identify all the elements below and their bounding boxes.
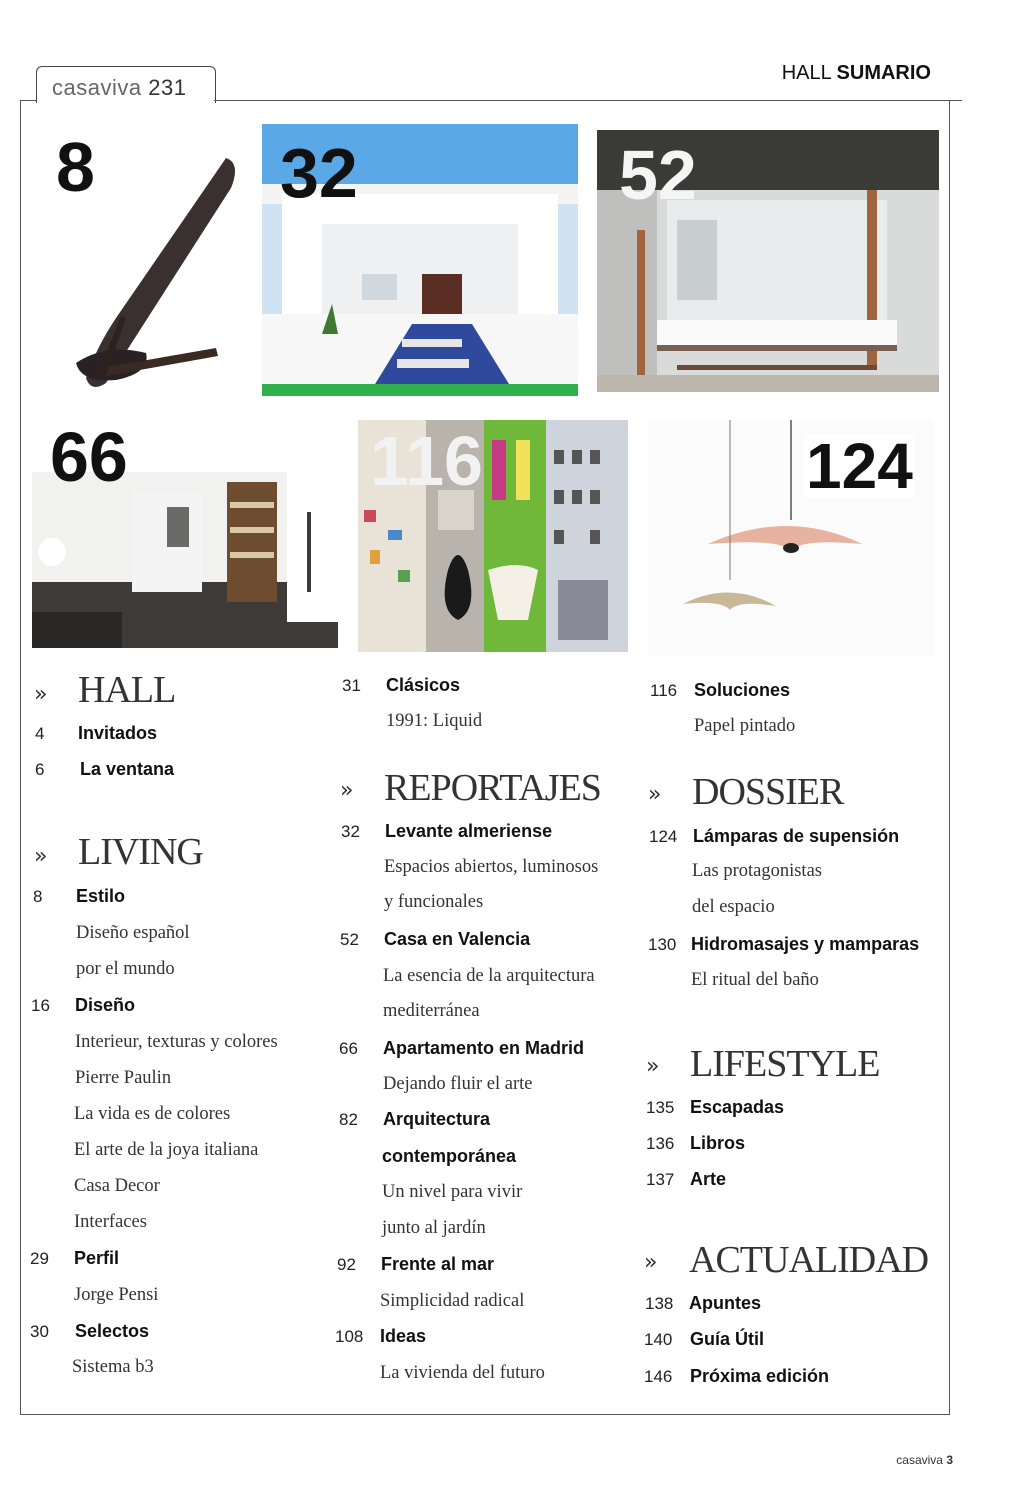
entry-subtitle: Espacios abiertos, luminosos bbox=[384, 857, 599, 877]
page-number-52: 52 bbox=[619, 136, 697, 214]
entry-subtitle: Las protagonistas bbox=[692, 861, 822, 881]
entry-page: 4 bbox=[35, 724, 45, 743]
entry-page: 66 bbox=[339, 1039, 358, 1058]
entry-subtitle: Dejando fluir el arte bbox=[383, 1074, 533, 1094]
chevron-icon: » bbox=[644, 1250, 658, 1275]
entry-title-lamparas[interactable]: Lámparas de supensión bbox=[693, 826, 900, 846]
entry-title-la-ventana[interactable]: La ventana bbox=[80, 759, 175, 779]
page-number-66: 66 bbox=[50, 418, 128, 496]
entry-title-apartamento[interactable]: Apartamento en Madrid bbox=[383, 1038, 585, 1058]
entry-title-invitados[interactable]: Invitados bbox=[78, 723, 158, 743]
entry-page: 137 bbox=[646, 1170, 675, 1189]
entry-subtitle: Jorge Pensi bbox=[74, 1285, 159, 1305]
entry-title-hidromasajes[interactable]: Hidromasajes y mamparas bbox=[691, 934, 920, 954]
chevron-icon: » bbox=[34, 682, 48, 707]
entry-subtitle: La vida es de colores bbox=[74, 1104, 231, 1124]
entry-subtitle: Sistema b3 bbox=[72, 1357, 154, 1377]
entry-title-clasicos[interactable]: Clásicos bbox=[386, 675, 461, 695]
entry-page: 138 bbox=[645, 1294, 674, 1313]
entry-page: 136 bbox=[646, 1134, 675, 1153]
masthead-brand: casaviva bbox=[52, 75, 142, 100]
page-number-124: 124 bbox=[806, 430, 913, 502]
entry-page: 30 bbox=[30, 1322, 49, 1341]
entry-page: 31 bbox=[342, 676, 361, 695]
masthead bbox=[52, 75, 186, 101]
entry-subtitle: La vivienda del futuro bbox=[380, 1363, 545, 1383]
entry-title-arquitectura[interactable]: Arquitectura bbox=[383, 1109, 491, 1129]
entry-title-arte[interactable]: Arte bbox=[690, 1169, 727, 1189]
entry-title-arquitectura-line2[interactable]: contemporánea bbox=[382, 1146, 517, 1166]
footer-brand: casaviva bbox=[896, 1453, 943, 1467]
issue-number: 231 bbox=[148, 75, 187, 100]
entry-title-estilo[interactable]: Estilo bbox=[76, 886, 126, 906]
footer-page-number: 3 bbox=[946, 1453, 953, 1467]
frame-top-rule bbox=[214, 100, 962, 101]
entry-page: 135 bbox=[646, 1098, 675, 1117]
featured-tile-chair[interactable] bbox=[36, 118, 246, 388]
entry-page: 32 bbox=[341, 822, 360, 841]
featured-tile-house[interactable] bbox=[262, 124, 578, 396]
entry-subtitle: La esencia de la arquitectura bbox=[383, 966, 595, 986]
entry-subtitle: Interieur, texturas y colores bbox=[75, 1032, 278, 1052]
entry-subtitle: del espacio bbox=[692, 897, 775, 917]
entry-title-proxima-edicion[interactable]: Próxima edición bbox=[690, 1366, 830, 1386]
section-title-lifestyle: LIFESTYLE bbox=[690, 1043, 880, 1085]
section-title-hall: HALL bbox=[78, 669, 176, 711]
entry-subtitle: Casa Decor bbox=[74, 1176, 160, 1196]
entry-subtitle: 1991: Liquid bbox=[386, 711, 483, 731]
entry-subtitle: El arte de la joya italiana bbox=[74, 1140, 259, 1160]
featured-tile-wallpaper[interactable] bbox=[358, 420, 628, 652]
entry-title-diseno[interactable]: Diseño bbox=[75, 995, 136, 1015]
entry-page: 124 bbox=[649, 827, 678, 846]
entry-subtitle: junto al jardín bbox=[382, 1218, 486, 1238]
entry-page: 146 bbox=[644, 1367, 673, 1386]
featured-tile-kitchen[interactable] bbox=[597, 130, 939, 392]
entry-page: 108 bbox=[335, 1327, 364, 1346]
chevron-icon: » bbox=[648, 782, 662, 807]
chevron-icon: » bbox=[646, 1054, 660, 1079]
page-number-32: 32 bbox=[280, 134, 358, 212]
chevron-icon: » bbox=[34, 844, 48, 869]
entry-subtitle: Papel pintado bbox=[694, 716, 796, 736]
featured-tile-lamp[interactable] bbox=[648, 420, 934, 656]
entry-page: 6 bbox=[35, 760, 45, 779]
entry-subtitle: Diseño español bbox=[76, 923, 190, 943]
header-title: SUMARIO bbox=[836, 62, 931, 84]
entry-title-levante[interactable]: Levante almeriense bbox=[385, 821, 553, 841]
section-title-dossier: DOSSIER bbox=[692, 771, 844, 813]
entry-subtitle: por el mundo bbox=[76, 959, 175, 979]
entry-title-casa-valencia[interactable]: Casa en Valencia bbox=[384, 929, 531, 949]
entry-page: 29 bbox=[30, 1249, 49, 1268]
entry-page: 82 bbox=[339, 1110, 358, 1129]
chevron-icon: » bbox=[340, 778, 354, 803]
page-footer bbox=[896, 1453, 953, 1467]
entry-subtitle: El ritual del baño bbox=[691, 970, 819, 990]
featured-tile-apartment[interactable] bbox=[32, 412, 338, 648]
entry-title-selectos[interactable]: Selectos bbox=[75, 1321, 150, 1341]
entry-subtitle: mediterránea bbox=[383, 1001, 480, 1021]
entry-subtitle: Pierre Paulin bbox=[75, 1068, 172, 1088]
entry-subtitle: y funcionales bbox=[384, 892, 484, 912]
section-title-reportajes: REPORTAJES bbox=[384, 767, 601, 809]
entry-page: 116 bbox=[650, 681, 678, 700]
entry-title-escapadas[interactable]: Escapadas bbox=[690, 1097, 785, 1117]
entry-title-apuntes[interactable]: Apuntes bbox=[689, 1293, 761, 1313]
frame-left-rule bbox=[20, 100, 36, 101]
entry-title-ideas[interactable]: Ideas bbox=[380, 1326, 427, 1346]
entry-title-libros[interactable]: Libros bbox=[690, 1133, 746, 1153]
header-section: HALL bbox=[781, 62, 831, 84]
entry-subtitle: Un nivel para vivir bbox=[382, 1182, 523, 1202]
entry-subtitle: Simplicidad radical bbox=[380, 1291, 525, 1311]
entry-page: 8 bbox=[33, 887, 43, 906]
section-title-actualidad: ACTUALIDAD bbox=[689, 1239, 929, 1281]
entry-page: 140 bbox=[644, 1330, 673, 1349]
entry-title-perfil[interactable]: Perfil bbox=[74, 1248, 120, 1268]
masthead-tab bbox=[36, 66, 216, 103]
section-title-living: LIVING bbox=[78, 831, 203, 873]
entry-title-soluciones[interactable]: Soluciones bbox=[694, 680, 791, 700]
entry-subtitle: Interfaces bbox=[74, 1212, 147, 1232]
entry-page: 52 bbox=[340, 930, 359, 949]
entry-page: 16 bbox=[31, 996, 50, 1015]
entry-title-guia-util[interactable]: Guía Útil bbox=[690, 1329, 765, 1349]
section-header bbox=[782, 62, 931, 85]
page-number-116: 116 bbox=[370, 422, 483, 500]
entry-page: 130 bbox=[648, 935, 677, 954]
page-number-8: 8 bbox=[56, 128, 95, 206]
entry-page: 92 bbox=[337, 1255, 356, 1274]
entry-title-frente-mar[interactable]: Frente al mar bbox=[381, 1254, 495, 1274]
